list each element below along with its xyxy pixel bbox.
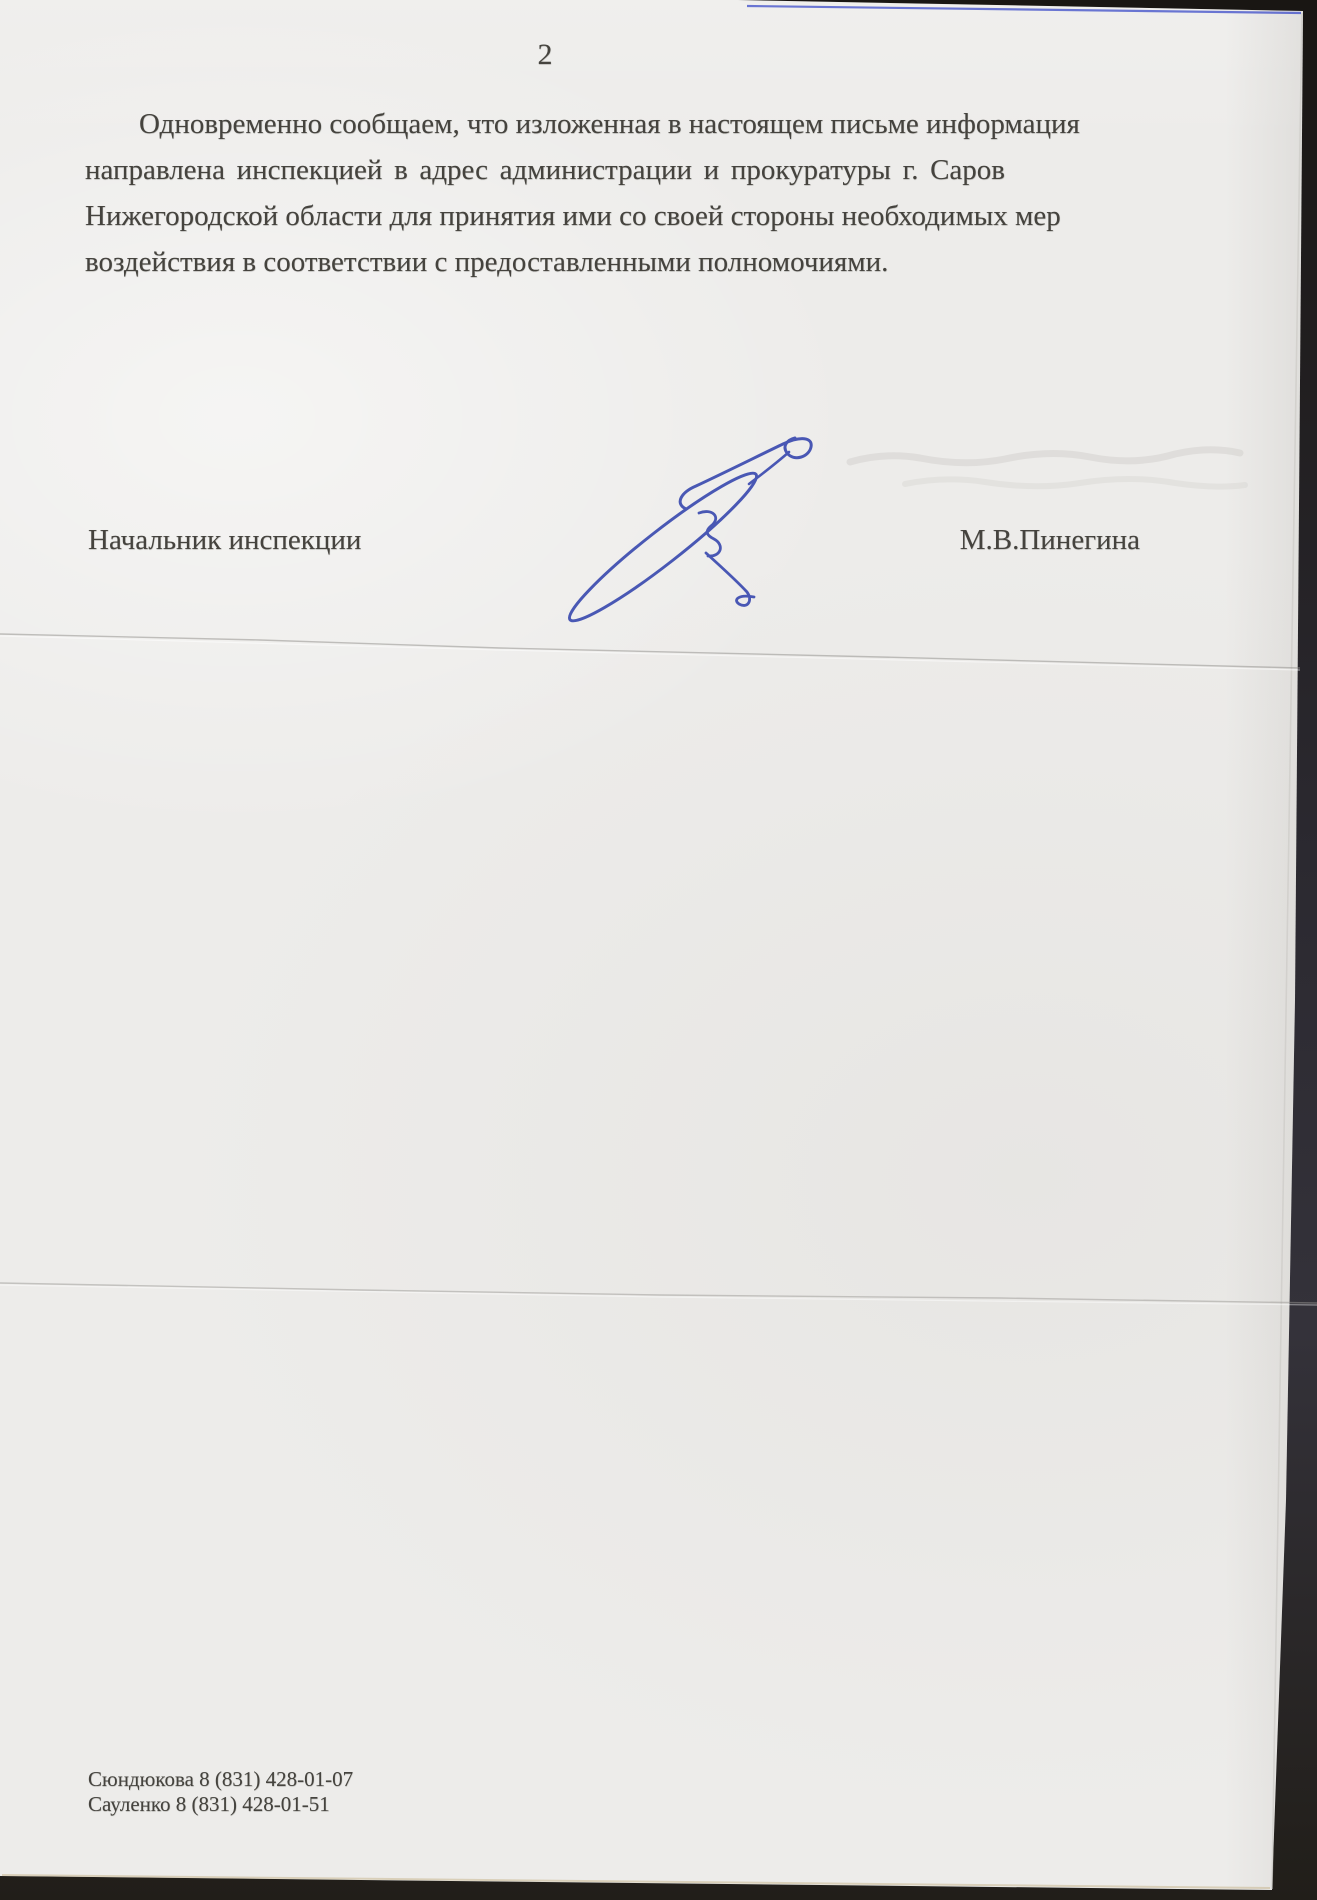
footer-contact-line: Сюндюкова 8 (831) 428-01-07 (88, 1767, 354, 1791)
body-paragraph (85, 101, 1080, 285)
signoff-name: М.В.Пинегина (959, 524, 1140, 556)
signature-block (88, 524, 1140, 557)
signoff-title: Начальник инспекции (88, 524, 362, 556)
paragraph-line: воздействия в соответствии с предоставленными полномочиями. (85, 246, 889, 278)
page-number: 2 (537, 38, 553, 71)
footer-contacts (88, 1767, 353, 1816)
footer-contact-line: Сауленко 8 (831) 428-01-51 (88, 1791, 330, 1816)
paragraph-line: Одновременно сообщаем, что изложенная в настоящем письме информация (139, 108, 1080, 140)
paragraph-line: направлена инспекцией в адрес администрации и прокуратуры г. Саров (85, 154, 1005, 186)
paragraph-line: Нижегородской области для принятия ими со своей стороны необходимых мер (85, 200, 1061, 232)
